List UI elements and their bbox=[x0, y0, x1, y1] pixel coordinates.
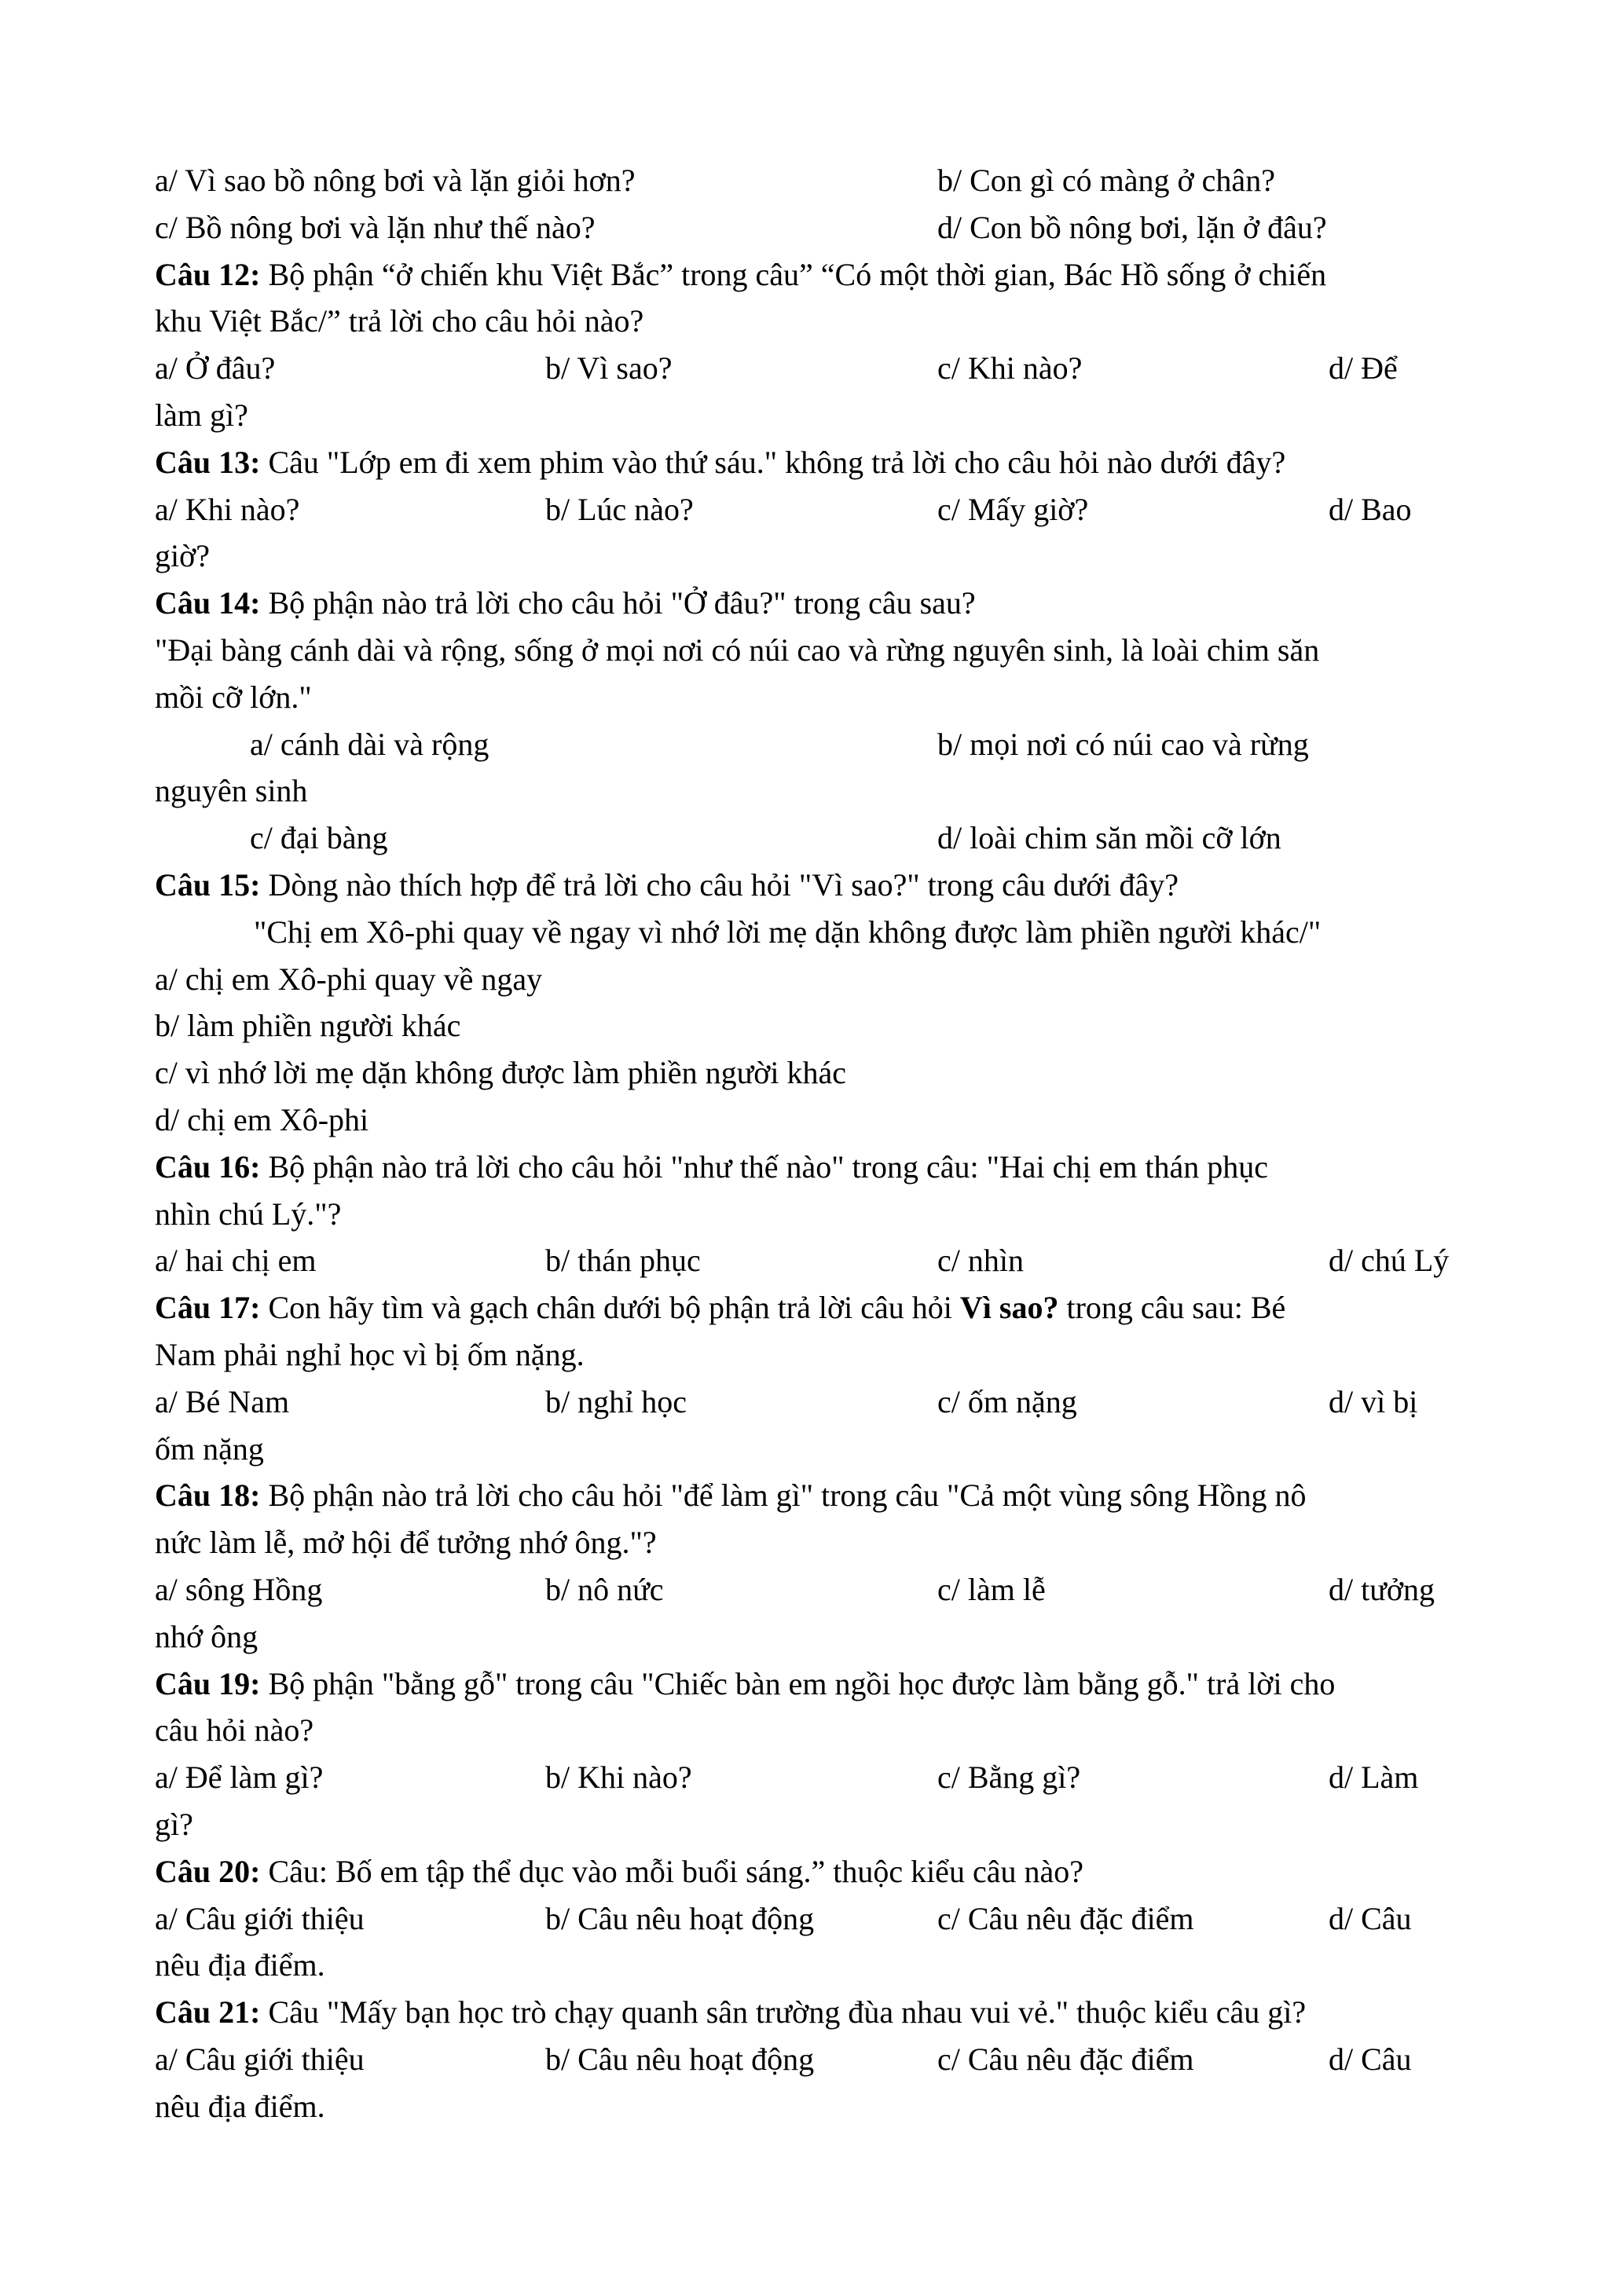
answer-option: c/ ốm nặng bbox=[937, 1383, 1077, 1419]
text-line: a/ chị em Xô-phi quay về ngay bbox=[155, 961, 543, 997]
text-line: nêu địa điểm. bbox=[155, 1947, 325, 1983]
question-body: Con hãy tìm và gạch chân dưới bộ phận trả lời câu hỏi bbox=[260, 1290, 960, 1326]
question-text bbox=[155, 439, 1285, 485]
text-line: ốm nặng bbox=[155, 1430, 264, 1467]
answer-option: c/ Câu nêu đặc điểm bbox=[937, 1900, 1194, 1936]
text-line: nhìn chú Lý."? bbox=[155, 1196, 342, 1232]
text-line: "Chị em Xô-phi quay về ngay vì nhớ lời mẹ dặn không được làm phiền người khác/" bbox=[254, 914, 1322, 950]
answer-option: d/ Câu bbox=[1329, 2041, 1412, 2077]
question-body: Câu "Lớp em đi xem phim vào thứ sáu." không trả lời cho câu hỏi nào dưới đây? bbox=[260, 444, 1286, 480]
text-line: nức làm lễ, mở hội để tưởng nhớ ông."? bbox=[155, 1525, 657, 1561]
answer-option: b/ nghỉ học bbox=[545, 1383, 687, 1419]
question-number: Câu 13: bbox=[155, 444, 261, 480]
answer-option: a/ Câu giới thiệu bbox=[155, 2041, 365, 2077]
question-number: Câu 15: bbox=[155, 867, 261, 903]
question-keyword: Vì sao? bbox=[959, 1290, 1059, 1326]
answer-option: b/ thán phục bbox=[545, 1243, 701, 1279]
answer-option: a/ hai chị em bbox=[155, 1243, 317, 1279]
text-line: làm gì? bbox=[155, 397, 248, 433]
answer-option: b/ mọi nơi có núi cao và rừng bbox=[937, 726, 1309, 762]
answer-option: c/ Câu nêu đặc điểm bbox=[937, 2041, 1194, 2077]
question-body: trong câu sau: Bé bbox=[1058, 1290, 1286, 1326]
text-line: câu hỏi nào? bbox=[155, 1712, 314, 1749]
question-number: Câu 12: bbox=[155, 256, 261, 292]
answer-option: a/ Khi nào? bbox=[155, 491, 300, 527]
answer-option: b/ Con gì có màng ở chân? bbox=[937, 163, 1275, 198]
answer-option: c/ làm lễ bbox=[937, 1572, 1046, 1607]
answer-option: a/ Câu giới thiệu bbox=[155, 1900, 365, 1936]
answer-option: a/ Bé Nam bbox=[155, 1383, 290, 1419]
text-line: khu Việt Bắc/” trả lời cho câu hỏi nào? bbox=[155, 303, 644, 339]
answer-option: d/ vì bị bbox=[1329, 1383, 1418, 1419]
text-line: b/ làm phiền người khác bbox=[155, 1008, 461, 1044]
answer-option: a/ Để làm gì? bbox=[155, 1760, 324, 1796]
text-line: mồi cỡ lớn." bbox=[155, 679, 312, 715]
answer-option: a/ Ở đâu? bbox=[155, 350, 276, 386]
question-text bbox=[155, 1661, 1335, 1707]
question-number: Câu 14: bbox=[155, 585, 261, 621]
question-body: Bộ phận nào trả lời cho câu hỏi "Ở đâu?" trong câu sau? bbox=[260, 585, 976, 621]
text-line: giờ? bbox=[155, 538, 211, 574]
text-line: nhớ ông bbox=[155, 1618, 258, 1654]
answer-option: d/ Câu bbox=[1329, 1900, 1412, 1936]
question-text bbox=[155, 580, 976, 626]
answer-option: b/ Khi nào? bbox=[545, 1760, 692, 1796]
answer-option: d/ Con bồ nông bơi, lặn ở đâu? bbox=[937, 209, 1327, 245]
question-number: Câu 21: bbox=[155, 1994, 261, 2031]
question-body: Dòng nào thích hợp để trả lời cho câu hỏi "Vì sao?" trong câu dưới đây? bbox=[260, 867, 1179, 903]
answer-option: a/ sông Hồng bbox=[155, 1572, 323, 1607]
question-body: Bộ phận nào trả lời cho câu hỏi "như thế nào" trong câu: "Hai chị em thán phục bbox=[260, 1148, 1269, 1185]
answer-option: a/ Vì sao bồ nông bơi và lặn giỏi hơn? bbox=[155, 163, 636, 198]
question-body: Câu "Mấy bạn học trò chạy quanh sân trường đùa nhau vui vẻ." thuộc kiểu câu gì? bbox=[260, 1994, 1307, 2031]
answer-option: b/ Câu nêu hoạt động bbox=[545, 2041, 815, 2077]
answer-option: b/ nô nức bbox=[545, 1572, 664, 1607]
answer-option: d/ chú Lý bbox=[1329, 1243, 1450, 1279]
question-text bbox=[155, 1848, 1083, 1895]
question-text bbox=[155, 1472, 1306, 1518]
question-number: Câu 18: bbox=[155, 1478, 261, 1514]
answer-option: d/ Làm bbox=[1329, 1760, 1419, 1796]
question-text bbox=[155, 1284, 1285, 1331]
answer-option: d/ Bao bbox=[1329, 491, 1412, 527]
question-text bbox=[155, 251, 1326, 298]
text-line: "Đại bàng cánh dài và rộng, sống ở mọi nơi có núi cao và rừng nguyên sinh, là loài chim săn bbox=[155, 632, 1320, 668]
answer-option: c/ đại bàng bbox=[250, 820, 388, 856]
question-number: Câu 19: bbox=[155, 1665, 261, 1701]
text-line: nguyên sinh bbox=[155, 773, 308, 809]
question-body: Bộ phận nào trả lời cho câu hỏi "để làm gì" trong câu "Cả một vùng sông Hồng nô bbox=[260, 1478, 1307, 1514]
text-line: nêu địa điểm. bbox=[155, 2088, 325, 2124]
answer-option: d/ loài chim săn mồi cỡ lớn bbox=[937, 820, 1281, 856]
question-text bbox=[155, 1989, 1306, 2035]
question-body: Bộ phận "bằng gỗ" trong câu "Chiếc bàn em ngồi học được làm bằng gỗ." trả lời cho bbox=[260, 1665, 1336, 1701]
answer-option: b/ Câu nêu hoạt động bbox=[545, 1900, 815, 1936]
text-line: d/ chị em Xô-phi bbox=[155, 1102, 369, 1137]
answer-option: d/ tưởng bbox=[1329, 1572, 1435, 1607]
answer-option: c/ Mấy giờ? bbox=[937, 491, 1089, 527]
question-number: Câu 16: bbox=[155, 1148, 261, 1185]
question-text bbox=[155, 862, 1179, 908]
text-line: Nam phải nghỉ học vì bị ốm nặng. bbox=[155, 1337, 585, 1372]
question-number: Câu 17: bbox=[155, 1290, 261, 1326]
answer-option: a/ cánh dài và rộng bbox=[250, 726, 489, 762]
answer-option: d/ Để bbox=[1329, 350, 1398, 386]
answer-option: c/ Bồ nông bơi và lặn như thế nào? bbox=[155, 209, 596, 245]
text-line: c/ vì nhớ lời mẹ dặn không được làm phiền người khác bbox=[155, 1055, 847, 1091]
question-body: Câu: Bố em tập thể dục vào mỗi buổi sáng.” thuộc kiểu câu nào? bbox=[260, 1853, 1083, 1889]
answer-option: c/ Khi nào? bbox=[937, 350, 1083, 386]
answer-option: b/ Lúc nào? bbox=[545, 491, 694, 527]
answer-option: c/ Bằng gì? bbox=[937, 1760, 1081, 1796]
question-body: Bộ phận “ở chiến khu Việt Bắc” trong câu” “Có một thời gian, Bác Hồ sống ở chiến bbox=[260, 256, 1327, 292]
answer-option: b/ Vì sao? bbox=[545, 350, 673, 386]
question-number: Câu 20: bbox=[155, 1853, 261, 1889]
answer-option: c/ nhìn bbox=[937, 1243, 1024, 1279]
question-text bbox=[155, 1144, 1268, 1190]
text-line: gì? bbox=[155, 1807, 193, 1842]
